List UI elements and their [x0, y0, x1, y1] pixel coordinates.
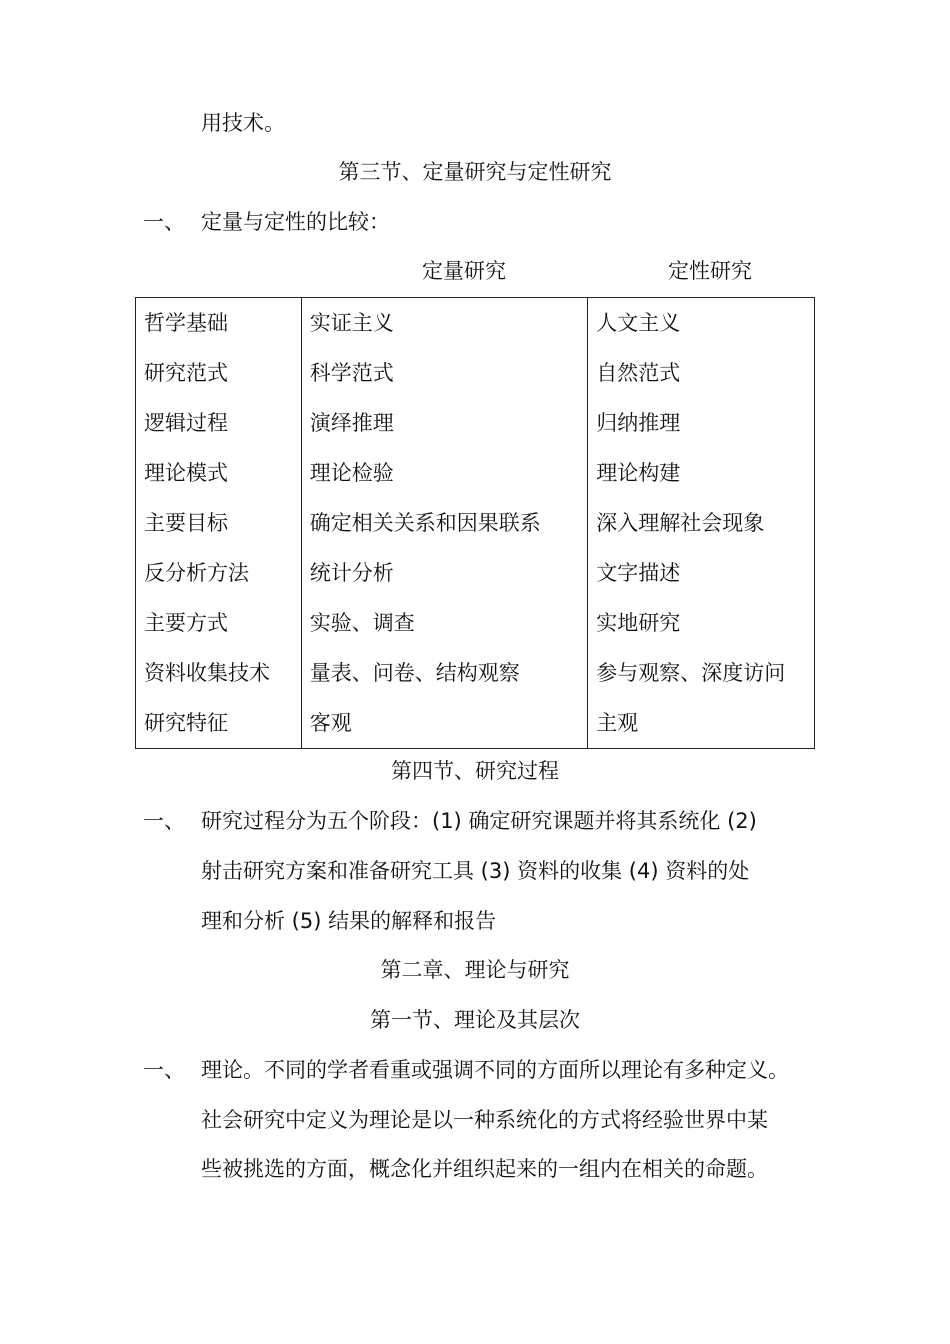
cell-qualitative: 自然范式: [588, 348, 815, 398]
cell-quantitative: 理论检验: [301, 448, 588, 498]
paragraph-line: 理论。不同的学者看重或强调不同的方面所以理论有多种定义。: [201, 1058, 789, 1082]
chapter-title: 第二章、理论与研究: [380, 958, 570, 982]
paragraph-line: 研究过程分为五个阶段：(1) 确定研究课题并将其系统化 (2): [201, 809, 757, 833]
cell-qualitative: 归纳推理: [588, 398, 815, 448]
list-number: 一、: [143, 809, 185, 833]
table-row: [136, 648, 815, 698]
list-number: 一、: [143, 210, 185, 234]
cell-quantitative: 客观: [301, 698, 588, 749]
comparison-table: [135, 297, 815, 749]
cell-quantitative: 量表、问卷、结构观察: [301, 648, 588, 698]
row-aspect: 反分析方法: [136, 548, 302, 598]
table-row: [136, 548, 815, 598]
list-number: 一、: [143, 1058, 185, 1082]
row-aspect: 哲学基础: [136, 298, 302, 349]
row-aspect: 理论模式: [136, 448, 302, 498]
row-aspect: 逻辑过程: [136, 398, 302, 448]
paragraph-line: 理和分析 (5) 结果的解释和报告: [201, 909, 497, 933]
table-row: [136, 498, 815, 548]
cell-qualitative: 人文主义: [588, 298, 815, 349]
column-header-qualitative: 定性研究: [668, 259, 752, 283]
paragraph-line: 射击研究方案和准备研究工具 (3) 资料的收集 (4) 资料的处: [201, 859, 750, 883]
cell-quantitative: 实证主义: [301, 298, 588, 349]
continued-text: 用技术。: [201, 111, 285, 135]
row-aspect: 主要目标: [136, 498, 302, 548]
cell-qualitative: 深入理解社会现象: [588, 498, 815, 548]
cell-quantitative: 确定相关关系和因果联系: [301, 498, 588, 548]
row-aspect: 研究特征: [136, 698, 302, 749]
column-header-quantitative: 定量研究: [422, 259, 506, 283]
row-aspect: 主要方式: [136, 598, 302, 648]
table-row: [136, 348, 815, 398]
row-aspect: 资料收集技术: [136, 648, 302, 698]
cell-quantitative: 演绎推理: [301, 398, 588, 448]
table-row: [136, 298, 815, 349]
list-item-text: 定量与定性的比较：: [201, 210, 390, 234]
cell-qualitative: 理论构建: [588, 448, 815, 498]
cell-qualitative: 参与观察、深度访问: [588, 648, 815, 698]
cell-quantitative: 科学范式: [301, 348, 588, 398]
table-row: [136, 598, 815, 648]
cell-quantitative: 实验、调查: [301, 598, 588, 648]
cell-quantitative: 统计分析: [301, 548, 588, 598]
section-title: 第四节、研究过程: [391, 759, 559, 783]
table-row: [136, 448, 815, 498]
table-row: [136, 698, 815, 749]
section-title: 第一节、理论及其层次: [370, 1008, 580, 1032]
table-row: [136, 398, 815, 448]
cell-qualitative: 实地研究: [588, 598, 815, 648]
cell-qualitative: 文字描述: [588, 548, 815, 598]
paragraph-line: 些被挑选的方面，概念化并组织起来的一组内在相关的命题。: [201, 1157, 768, 1181]
cell-qualitative: 主观: [588, 698, 815, 749]
section-title: 第三节、定量研究与定性研究: [338, 160, 612, 184]
paragraph-line: 社会研究中定义为理论是以一种系统化的方式将经验世界中某: [201, 1108, 768, 1132]
row-aspect: 研究范式: [136, 348, 302, 398]
